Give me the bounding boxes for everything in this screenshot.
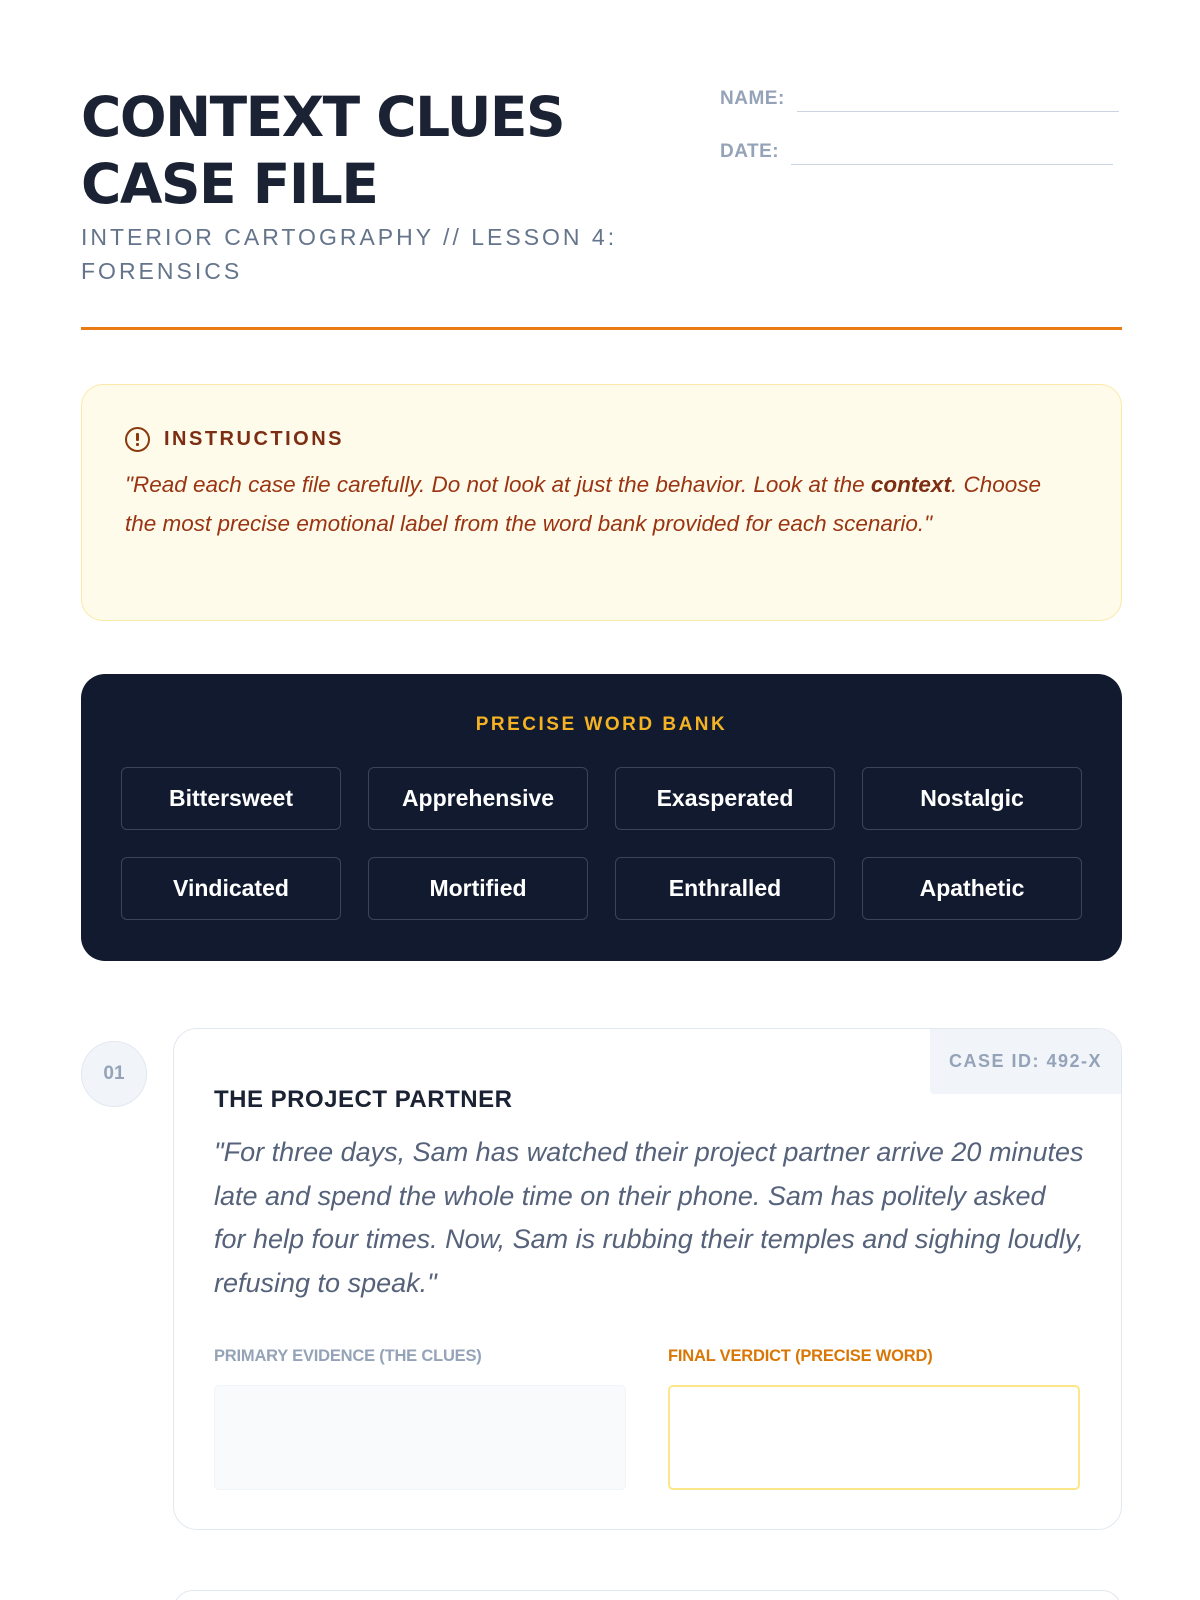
word-bank-title: PRECISE WORD BANK — [475, 714, 728, 735]
case-id-tag: CASE ID: 492-X — [930, 1029, 1121, 1094]
alert-circle-icon — [125, 427, 150, 452]
header-divider — [81, 327, 1122, 330]
word-chip[interactable]: Nostalgic — [862, 767, 1082, 830]
next-case-card — [173, 1590, 1122, 1600]
word-chip[interactable]: Vindicated — [121, 857, 341, 920]
name-field — [720, 88, 1119, 110]
case-number-badge: 01 — [81, 1041, 147, 1107]
word-chip[interactable]: Apprehensive — [368, 767, 588, 830]
word-bank — [81, 674, 1122, 961]
verdict-answer-box[interactable] — [668, 1385, 1080, 1490]
case-scenario: "For three days, Sam has watched their project partner arrive 20 minutes late and spend the whole time on their phone. Sam has politely asked for help four times. Now, Sam is rubbing their temples and sighing loudly, refusing to speak." — [214, 1137, 1084, 1298]
page-title — [81, 84, 641, 218]
verdict-label: FINAL VERDICT (PRECISE WORD) — [668, 1347, 933, 1365]
word-chip[interactable]: Enthralled — [615, 857, 835, 920]
date-line[interactable] — [791, 164, 1113, 165]
instructions-text-start: "Read each case file carefully. Do not look at just the behavior. Look at the — [125, 472, 871, 497]
evidence-label: PRIMARY EVIDENCE (THE CLUES) — [214, 1347, 482, 1365]
instructions-header — [125, 427, 344, 452]
title-line-1: CONTEXT CLUES — [81, 85, 565, 149]
word-chip[interactable]: Mortified — [368, 857, 588, 920]
instructions-panel — [81, 384, 1122, 621]
word-chip[interactable]: Bittersweet — [121, 767, 341, 830]
word-chip[interactable]: Exasperated — [615, 767, 835, 830]
evidence-answer-box[interactable] — [214, 1385, 626, 1490]
instructions-title: INSTRUCTIONS — [164, 428, 344, 450]
name-line[interactable] — [797, 111, 1119, 112]
case-card — [173, 1028, 1122, 1530]
page-subtitle: INTERIOR CARTOGRAPHY // LESSON 4: FORENSICS — [81, 224, 618, 284]
word-chip[interactable]: Apathetic — [862, 857, 1082, 920]
name-label: NAME: — [720, 88, 785, 109]
instructions-text — [125, 466, 1075, 543]
case-title: THE PROJECT PARTNER — [214, 1086, 513, 1113]
instructions-emphasis: context — [870, 472, 951, 497]
date-field — [720, 141, 1113, 163]
word-bank-grid — [121, 767, 1082, 920]
instructions-text-end: . Choose the most precise emotional label from the word bank provided for each scenario." — [125, 472, 1041, 536]
date-label: DATE: — [720, 141, 780, 162]
title-line-2: CASE FILE — [81, 152, 378, 216]
